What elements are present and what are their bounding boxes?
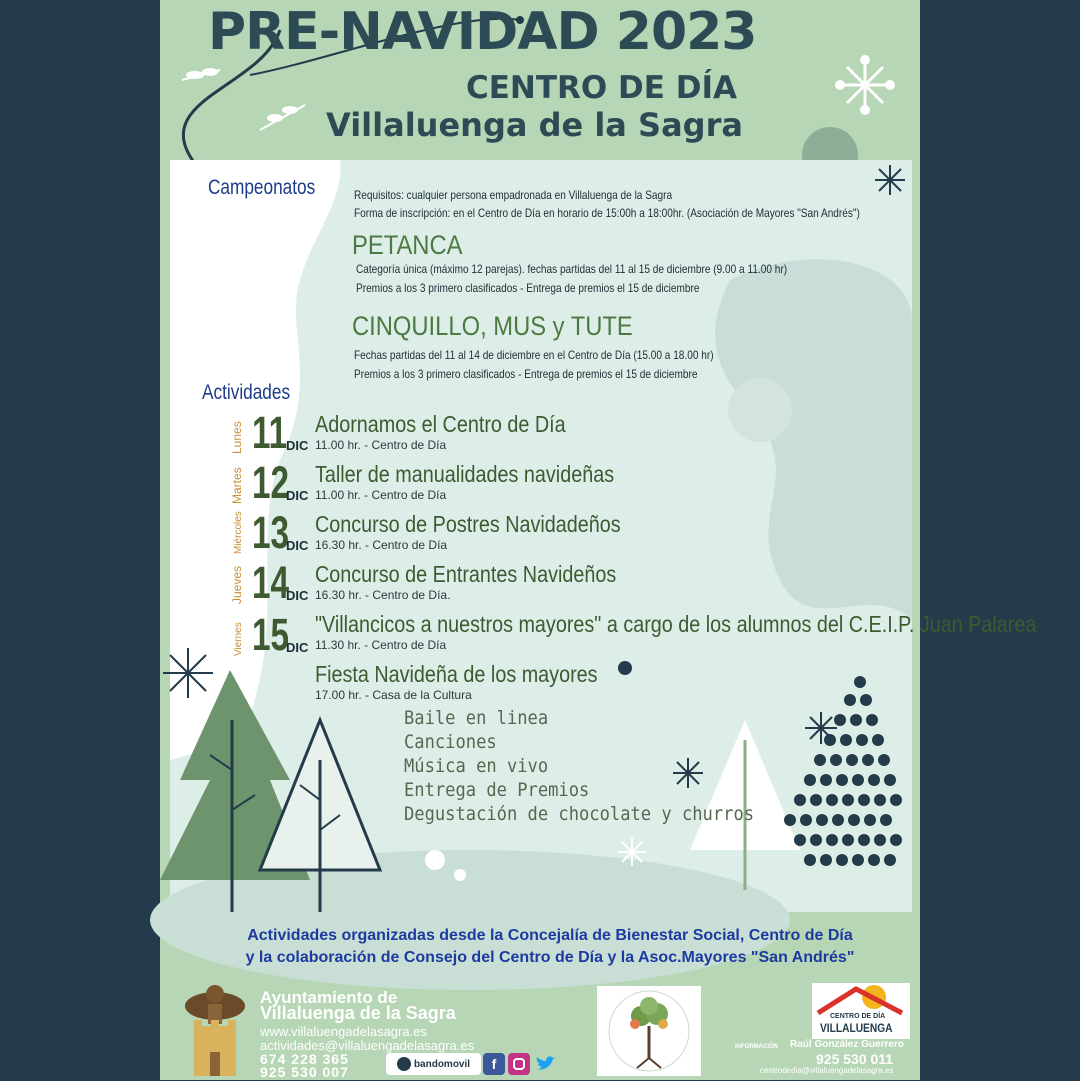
month-label: DIC bbox=[286, 640, 309, 655]
twitter-icon[interactable] bbox=[534, 1053, 558, 1075]
actividades-heading: Actividades bbox=[202, 381, 291, 404]
town-email-link[interactable]: actividades@villaluengadelasagra.es bbox=[260, 1038, 475, 1053]
activity-title: Adornamos el Centro de Día bbox=[315, 411, 566, 437]
petanca-line1: Categoría única (máximo 12 parejas). fechas partidas del 11 al 15 de diciembre (9.00 a 11.00 hr) bbox=[356, 262, 788, 276]
cartas-title: CINQUILLO, MUS y TUTE bbox=[352, 311, 633, 341]
fiesta-item: Degustación de chocolate y churros bbox=[404, 803, 755, 825]
day-number: 14 bbox=[252, 557, 290, 608]
day-number: 15 bbox=[252, 609, 290, 660]
day-number: 11 bbox=[252, 407, 288, 458]
campeonatos-heading: Campeonatos bbox=[208, 176, 316, 199]
instagram-icon[interactable] bbox=[508, 1053, 530, 1075]
snowflake-icon bbox=[163, 648, 213, 698]
cartas-line2: Premios a los 3 primero clasificados - Entrega de premios el 15 de diciembre bbox=[354, 367, 698, 381]
activity-title: Concurso de Entrantes Navideños bbox=[315, 561, 617, 587]
activity-detail: 16.30 hr. - Centro de Día. bbox=[315, 588, 451, 602]
fiesta-detail: 17.00 hr. - Casa de la Cultura bbox=[315, 688, 472, 702]
snowflake-icon bbox=[673, 758, 703, 788]
weekday-label: Martes bbox=[230, 467, 244, 504]
fiesta-item: Baile en linea bbox=[404, 707, 549, 729]
info-label: INFORMACIÓN bbox=[735, 1044, 778, 1050]
fiesta-item: Entrega de Premios bbox=[404, 779, 590, 801]
activity-title: Taller de manualidades navideñas bbox=[315, 461, 615, 487]
town-website-link[interactable]: www.villaluengadelasagra.es bbox=[260, 1024, 427, 1039]
fiesta-item: Música en vivo bbox=[404, 755, 549, 777]
petanca-line2: Premios a los 3 primero clasificados - Entrega de premios el 15 de diciembre bbox=[356, 281, 700, 295]
organizers-line2: y la colaboración de Consejo del Centro de Día y la Asoc.Mayores "San Andrés" bbox=[245, 949, 855, 966]
weekday-label: Viernes bbox=[233, 622, 244, 656]
asociacion-logo bbox=[597, 986, 701, 1076]
month-label: DIC bbox=[286, 438, 309, 453]
activity-detail: 11.30 hr. - Centro de Día bbox=[315, 638, 447, 652]
info-phone: 925 530 011 bbox=[816, 1051, 894, 1067]
day-number: 12 bbox=[252, 457, 290, 508]
day-block bbox=[230, 457, 320, 510]
month-label: DIC bbox=[286, 488, 309, 503]
bandomovil-badge[interactable] bbox=[386, 1053, 481, 1075]
month-label: DIC bbox=[286, 538, 309, 553]
centro-logo-top: CENTRO DE DÍA bbox=[830, 1013, 886, 1020]
day-block bbox=[230, 609, 320, 662]
activity-detail: 11.00 hr. - Centro de Día bbox=[315, 438, 447, 452]
poster-title: PRE-NAVIDAD 2023 bbox=[208, 2, 757, 62]
bandomovil-icon bbox=[397, 1057, 411, 1071]
town-hall-name: Ayuntamiento de bbox=[260, 988, 398, 1007]
snowflake-icon bbox=[875, 165, 905, 195]
snowflake-icon bbox=[618, 838, 646, 866]
activity-title: "Villancicos a nuestros mayores" a cargo de los alumnos del C.E.I.P. Juan Palarea bbox=[315, 611, 1037, 637]
month-label: DIC bbox=[286, 588, 309, 603]
fiesta-title: Fiesta Navideña de los mayores bbox=[315, 661, 598, 687]
weekday-label: Lunes bbox=[230, 421, 244, 454]
activity-detail: 16.30 hr. - Centro de Día bbox=[315, 538, 448, 552]
info-email-link[interactable]: centrodedia@villaluengadelasagra.es bbox=[760, 1066, 894, 1075]
tree-seal-icon bbox=[597, 986, 701, 1076]
day-block bbox=[230, 407, 320, 460]
poster bbox=[160, 0, 1037, 1080]
activity-detail: 11.00 hr. - Centro de Día bbox=[315, 488, 447, 502]
leaf-sprig-icon bbox=[182, 69, 305, 130]
day-number: 13 bbox=[252, 507, 290, 558]
town-hall-town: Villaluenga de la Sagra bbox=[260, 1003, 456, 1023]
town-phone-2: 925 530 007 bbox=[260, 1064, 349, 1080]
centro-dia-logo bbox=[812, 983, 910, 1039]
info-name: Raúl González Guerrero bbox=[790, 1039, 904, 1050]
organizers-line1: Actividades organizadas desde la Concejalía de Bienestar Social, Centro de Día bbox=[247, 927, 853, 944]
snowflake-icon bbox=[840, 60, 890, 110]
poster-subtitle: CENTRO DE DÍA bbox=[466, 70, 737, 106]
facebook-icon[interactable]: f bbox=[483, 1053, 505, 1075]
day-block bbox=[230, 557, 320, 610]
cartas-line1: Fechas partidas del 11 al 14 de diciembre en el Centro de Día (15.00 a 18.00 hr) bbox=[354, 348, 714, 362]
fiesta-item: Canciones bbox=[404, 731, 497, 753]
town-crest-icon bbox=[180, 982, 250, 1080]
town-phone-1: 674 228 365 bbox=[260, 1051, 349, 1067]
poster-town: Villaluenga de la Sagra bbox=[326, 106, 743, 144]
requisitos-text: Requisitos: cualquier persona empadronada en Villaluenga de la Sagra bbox=[354, 188, 673, 202]
inscripcion-text: Forma de inscripción: en el Centro de Día en horario de 15:00h a 18:00hr. (Asociación de Mayores "San Andrés") bbox=[354, 206, 860, 220]
day-block bbox=[230, 507, 320, 560]
centro-logo-name: VILLALUENGA bbox=[820, 1021, 893, 1035]
content-panel bbox=[170, 160, 1037, 912]
organizers-note bbox=[190, 925, 910, 969]
petanca-title: PETANCA bbox=[352, 230, 463, 260]
weekday-label: Jueves bbox=[230, 565, 244, 604]
weekday-label: Miércoles bbox=[233, 511, 244, 554]
bandomovil-label: bandomovil bbox=[413, 1058, 471, 1070]
activity-title: Concurso de Postres Navidadeños bbox=[315, 511, 621, 537]
